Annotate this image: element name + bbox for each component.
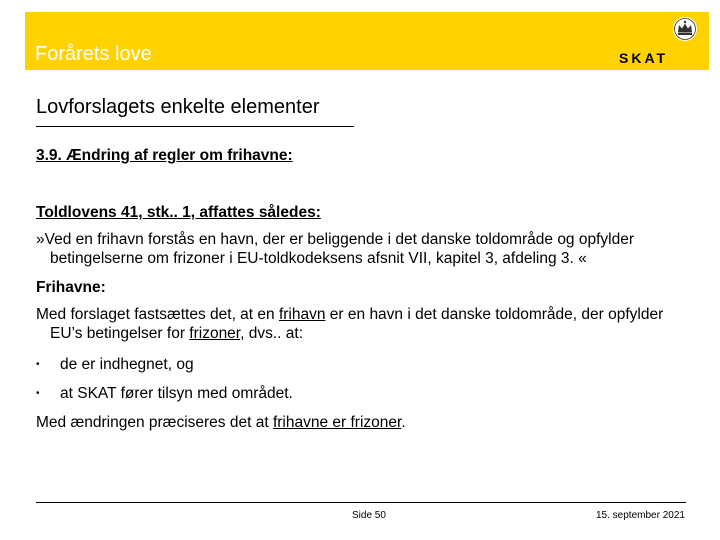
skat-logo: SKAT xyxy=(619,50,669,66)
slide-body xyxy=(36,146,686,432)
presentation-title: Forårets love xyxy=(35,43,152,65)
paragraph-forslag xyxy=(36,305,686,343)
bullet-icon: • xyxy=(36,359,40,370)
paragraph-text: Med ændringen præciseres det at xyxy=(36,414,273,431)
term-frizoner: frizoner xyxy=(189,325,241,342)
paragraph-text: . xyxy=(401,414,406,431)
term-frihavne-frizoner: frihavne er frizoner xyxy=(272,414,402,431)
list-item-text: de er indhegnet, og xyxy=(60,356,194,373)
law-quote: »Ved en frihavn forstås en havn, der er beliggende i det danske toldområde og opfylder betingelserne om frizoner i EU-toldkodeksens afsnit VII, kapitel 3, afdeling 3. « xyxy=(36,231,635,267)
bullet-icon: • xyxy=(36,388,40,399)
list-item xyxy=(36,355,686,374)
footer-date: 15. september 2021 xyxy=(596,510,685,521)
list-item xyxy=(36,384,686,403)
toldlov-heading: Toldlovens 41, stk.. 1, affattes således: xyxy=(36,204,321,221)
paragraph-text: , dvs.. at: xyxy=(240,325,304,342)
term-frihavn: frihavn xyxy=(278,306,326,323)
list-item-text: at SKAT fører tilsyn med området. xyxy=(60,385,293,402)
paragraph-aendring xyxy=(36,413,686,432)
section-heading: 3.9. Ændring af regler om frihavne: xyxy=(36,147,293,164)
subtitle-divider xyxy=(36,126,354,127)
slide-subtitle: Lovforslagets enkelte elementer xyxy=(36,96,320,118)
footer-divider xyxy=(36,502,686,503)
header-bar xyxy=(25,12,709,70)
crown-icon xyxy=(671,15,699,43)
frihavne-heading: Frihavne: xyxy=(36,279,106,296)
paragraph-text: er en havn i det danske toldområde, der opfylder EU’s betingelser for xyxy=(50,306,664,342)
paragraph-text: Med forslaget fastsættes det, at en xyxy=(36,306,279,323)
page-number: Side 50 xyxy=(352,510,386,521)
